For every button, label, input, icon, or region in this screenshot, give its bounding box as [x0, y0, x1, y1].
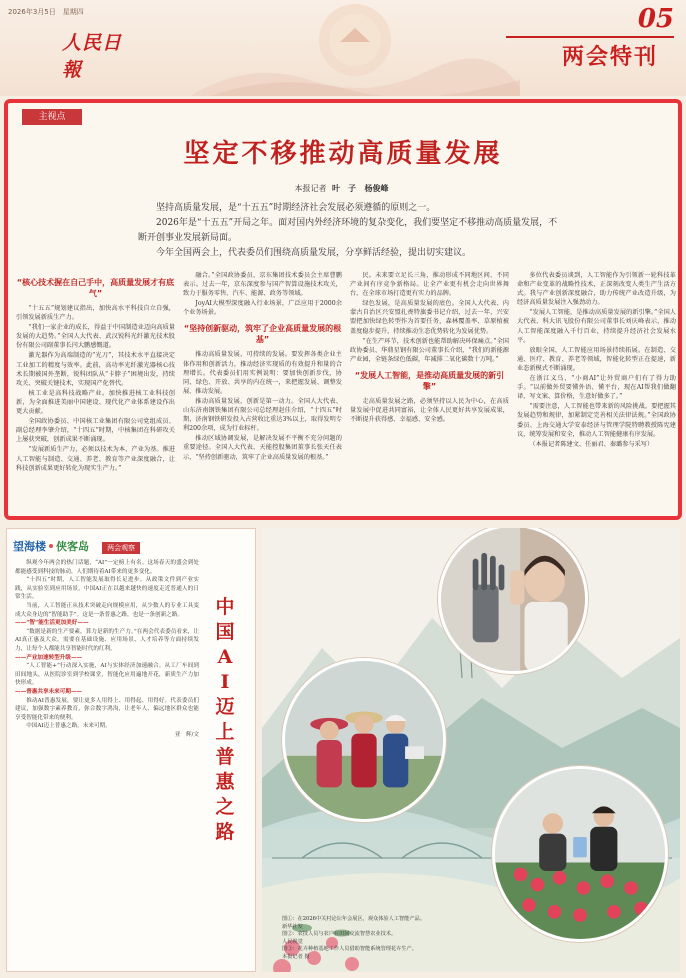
- vertical-headline: [205, 595, 245, 845]
- body-paragraph: 激光器作为高端制造的“光刀”，其技术水平直接决定工业加工的精度与效率。此前，高功率光纤激光器核心技术长期被国外垄断，锐科团队从“卡脖子”困境出发，持续攻关、突破关键技术，实现国产化替代。: [16, 352, 175, 387]
- headline-char: A: [217, 646, 233, 668]
- commentary-header: [13, 535, 253, 553]
- headline-char: 中: [215, 596, 235, 618]
- author-signature: 亚 辉/文: [174, 731, 199, 738]
- body-paragraph: 推动高质量发展，可持续的发展。要发挥各类企业主体作用和创新活力，推动经济实现质的有效提升和量的合理增长。代表委员们用实例说明：要加快创新步伐，协同、绿色、开放、共享的内在统一，来把握发展、调整发展、推动发展。: [183, 351, 342, 395]
- photo-farmers: [282, 658, 446, 822]
- article-column: [183, 271, 342, 513]
- photo-caption: 图②：农技人员与农户在田间交流智慧农业技术。: [282, 931, 397, 938]
- body-paragraph: 推动区域协调发展，是解决发展不平衡不充分问题的重要途径。全国人大代表、天能控股集团董事长张天任表示，“坚持创新驱动，筑牢了企业高质量发展的根基。”: [183, 435, 342, 461]
- lead-paragraph: 2026年是“十五五”开局之年。面对国内外经济环境的复杂变化，我们要坚定不移推动高质量发展，不断开创事业发展新局面。: [138, 218, 558, 243]
- article-lead: [138, 201, 558, 261]
- body-paragraph: 走高质量发展之路，必须坚持以人民为中心，在高质量发展中促进共同富裕，让全体人民更好共享发展成果，不断提升获得感、幸福感、安全感。: [350, 397, 509, 424]
- column-brand: 侠客岛: [56, 540, 89, 553]
- photo-credit: 人民视觉: [282, 938, 303, 945]
- photo-credit: 新华社发: [282, 923, 303, 930]
- body-paragraph: 核工业是高科技战略产业。加快推进核工业科技创新，为全面推进美丽中国建设、现代化产业体系建设作出更大贡献。: [16, 389, 175, 416]
- body-paragraph: JoyAI大模型深度融入行业场景，广泛应用于2000余个业务场景。: [183, 300, 342, 317]
- body-paragraph: 推动AI普惠发展，要让更多人用得上、用得起、用得好。代表委员们建议，加强数字素养教育，弥合数字鸿沟，让老年人、偏远地区群众也能享受智能化带来的便利。: [15, 697, 199, 721]
- byline-name: 叶 子: [332, 183, 356, 193]
- body-paragraph: 中国AI迈上普惠之路，未来可期。: [26, 723, 111, 730]
- body-paragraph: “十四五”时期，人工智能发展取得长足进步。从政策文件到产业实践，从实验室到应用场景，中国AI正在以越来越快的速度走近普通人的日常生活。: [15, 577, 199, 601]
- masthead-decoration: [190, 0, 520, 96]
- column-subheading: “坚持创新驱动，筑牢了企业高质量发展的根基”: [183, 324, 342, 345]
- body-paragraph: “人工智能+”行动深入实施，AI与实体经济加速融合。从工厂车间到田间地头，从医院诊室到学校课堂，智能化应用遍地开花，新质生产力加快形成。: [15, 663, 199, 687]
- commentary-section: [6, 528, 256, 972]
- top-article: [4, 99, 682, 520]
- logo-text: 人民日報: [62, 32, 123, 81]
- column-subheading: “发展人工智能，是推动高质量发展的新引擎”: [354, 370, 505, 391]
- masthead: [0, 0, 686, 96]
- body-paragraph: “发展新质生产力，必须以技术为本、产业为基。推进人工智能与制造、交通、养老、教育等产业深度融合，让科技创新成果更好转化为现实生产力。”: [16, 446, 175, 472]
- body-paragraph: 当前，人工智能正从技术突破走向规模应用，从少数人的专业工具变成大众身边的“智能助手”。这是一条普惠之路，也是一条创新之路。: [15, 602, 199, 618]
- headline-char: 国: [215, 621, 235, 643]
- body-paragraph: 民。未来要立足长三角，推动形成不同地区间、不同产业间有序竞争新格局。让全产业更有机会走向世界舞台，在全球市场打造更有实力的品牌。: [350, 272, 509, 298]
- headline-char: I: [220, 671, 230, 693]
- headline-char: 之: [215, 796, 235, 818]
- photo-flower-growers: [492, 766, 668, 942]
- article-column: [16, 271, 175, 513]
- body-paragraph: 绿色发展，是高质量发展的底色。全国人大代表、内蒙古自治区兴安盟扎赉特旗委书记介绍，过去一年，兴安盟把加快绿色转型作为首要任务，森林覆盖率、草原植被盖度稳步提升，持续推动生态优势转化为发展优势。: [350, 300, 509, 335]
- reporter-credit: （本报记者陈建文、任丽君、秦璐参与采写）: [529, 440, 654, 448]
- lead-paragraph: 坚持高质量发展，是“十五五”时期经济社会发展必须遵循的原则之一。: [156, 203, 436, 213]
- photo-caption: 图①：在2026中关村论坛年会展区，观众体验人工智能产品。: [282, 916, 425, 922]
- commentary-body: [15, 559, 199, 959]
- newspaper-logo: [62, 28, 138, 81]
- body-paragraph: 纵观今年两会的热门话题，“AI”一定榜上有名。这场春天的盛会到处都能感受到科技的脉动，人们期待着AI带来的更多变化。: [15, 560, 199, 575]
- body-paragraph: 在浙江义乌，“小商AI”让外贸商户们有了得力助手。“以前做外贸要懂外语、懂平台，现在AI帮我们做翻译、写文案、算价格，生意好做多了。”: [517, 375, 676, 401]
- article-columns: [16, 271, 676, 513]
- headline-char: 上: [215, 721, 235, 743]
- headline-char: 惠: [215, 771, 235, 793]
- photo-robot-hand: [438, 528, 588, 674]
- commentary-subhead: ——普惠共享未来可期——: [15, 688, 83, 695]
- commentary-tag: 两会观察: [102, 542, 140, 554]
- photo-credit: 本报记者 摄: [282, 953, 310, 960]
- brand-dot-icon: [49, 544, 53, 548]
- article-headline: 坚定不移推动高质量发展: [183, 139, 503, 169]
- commentary-subhead: ——产业加速转型升级——: [15, 654, 83, 661]
- body-paragraph: “我们一家企业的成长，得益于中国制造业迈向高质量发展的大趋势。”全国人大代表、武汉锐科光纤激光技术股份有限公司副董事长闫大鹏感慨道。: [16, 324, 175, 350]
- body-paragraph: “数据是新的生产要素，算力是新的生产力。”在两会代表委员看来，让AI真正惠及大众，需要在基础设施、应用场景、人才培养等方面持续发力，让每个人都能共享智能时代的红利。: [15, 628, 199, 652]
- article-column: [350, 271, 509, 513]
- column-brand: 望海楼: [13, 540, 46, 553]
- body-paragraph: “在生产环节，技术创新也能帮助解决环保痛点。”全国政协委员、华鼎星钢有限公司董事长介绍，“我们的新能源产业园，全链条绿色低碳，年减排二氧化碳数十万吨。”: [350, 337, 509, 363]
- article-column: [517, 271, 676, 513]
- body-paragraph: 全国政协委员、中国核工业集团有限公司党组成员、副总经理李肇介绍，“十四五”时期，中核集团在科研攻关上屡获突破，创新成果不断涌现。: [16, 418, 175, 444]
- body-paragraph: 多位代表委员谈到，人工智能作为引领新一轮科技革命和产业变革的战略性技术，正深刻改变人类生产生活方式。我与产业创新深度融合，助力传统产业改造升级，为经济高质量发展注入强劲动力。: [517, 272, 676, 307]
- photo-feature: [262, 528, 680, 972]
- photo-caption: 图③：花卉种植基地工作人员借助智能系统管理花卉生产。: [282, 946, 417, 953]
- byline: [8, 183, 678, 194]
- commentary-subhead: ——“智”能生活更加美好——: [15, 620, 89, 627]
- body-paragraph: 融合。”全国政协委员、京东集团技术委员会主席曹鹏表示。过去一年，京东深度参与国产智算设施技术攻关，致力于服务零售、汽车、能源、政务等领域。: [183, 272, 342, 298]
- page-number: 05: [637, 4, 674, 34]
- headline-char: 迈: [215, 696, 235, 718]
- byline-role: 本报记者: [294, 184, 327, 193]
- headline-char: 普: [215, 746, 235, 768]
- headline-char: 路: [215, 821, 235, 843]
- byline-name: 杨俊峰: [364, 183, 389, 193]
- body-paragraph: “十五五”规划建议指出，加快高水平科技自立自强，引领发展新质生产力。: [16, 305, 175, 322]
- masthead-rule: [506, 36, 674, 38]
- column-subheading: “核心技术握在自己手中，高质量发展才有底气”: [16, 278, 175, 298]
- issue-date: 2026年3月5日 星期四: [8, 8, 84, 16]
- body-paragraph: 放眼全国，人工智能应用场景持续拓展。在制造、交通、医疗、教育、养老等领域，智能化转型正在提速，新业态新模式不断涌现。: [517, 346, 676, 372]
- body-paragraph: “发展人工智能，是推动高质量发展的新引擎。”全国人大代表、科大讯飞股份有限公司董事长刘庆峰表示，推动人工智能深度融入千行百业，持续提升经济社会发展水平。: [517, 309, 676, 344]
- photo-captions: [282, 916, 482, 962]
- body-paragraph: 推动高质量发展，创新是第一动力。全国人大代表、山东济南钢铁集团有限公司总经理赵佳介绍，“十四五”时期，济南钢铁研发投入占营收比重达3%以上，取得发明专利200余项，成为行业标杆。: [183, 397, 342, 433]
- section-title: 两会特刊: [561, 44, 658, 70]
- section-badge: 主视点: [22, 109, 82, 125]
- lead-paragraph: 今年全国两会上，代表委员们围绕高质量发展，分享鲜活经验，提出切实建议。: [156, 248, 472, 258]
- body-paragraph: “需要注意，人工智能也带来新的风险挑战。要把握其发展趋势和规律，加紧制定完善相关法律法规。”全国政协委员、上海交通大学安泰经济与管理学院特聘教授陈宪建议，统筹发展和安全，推动人工智能健康有序发展。: [517, 403, 676, 438]
